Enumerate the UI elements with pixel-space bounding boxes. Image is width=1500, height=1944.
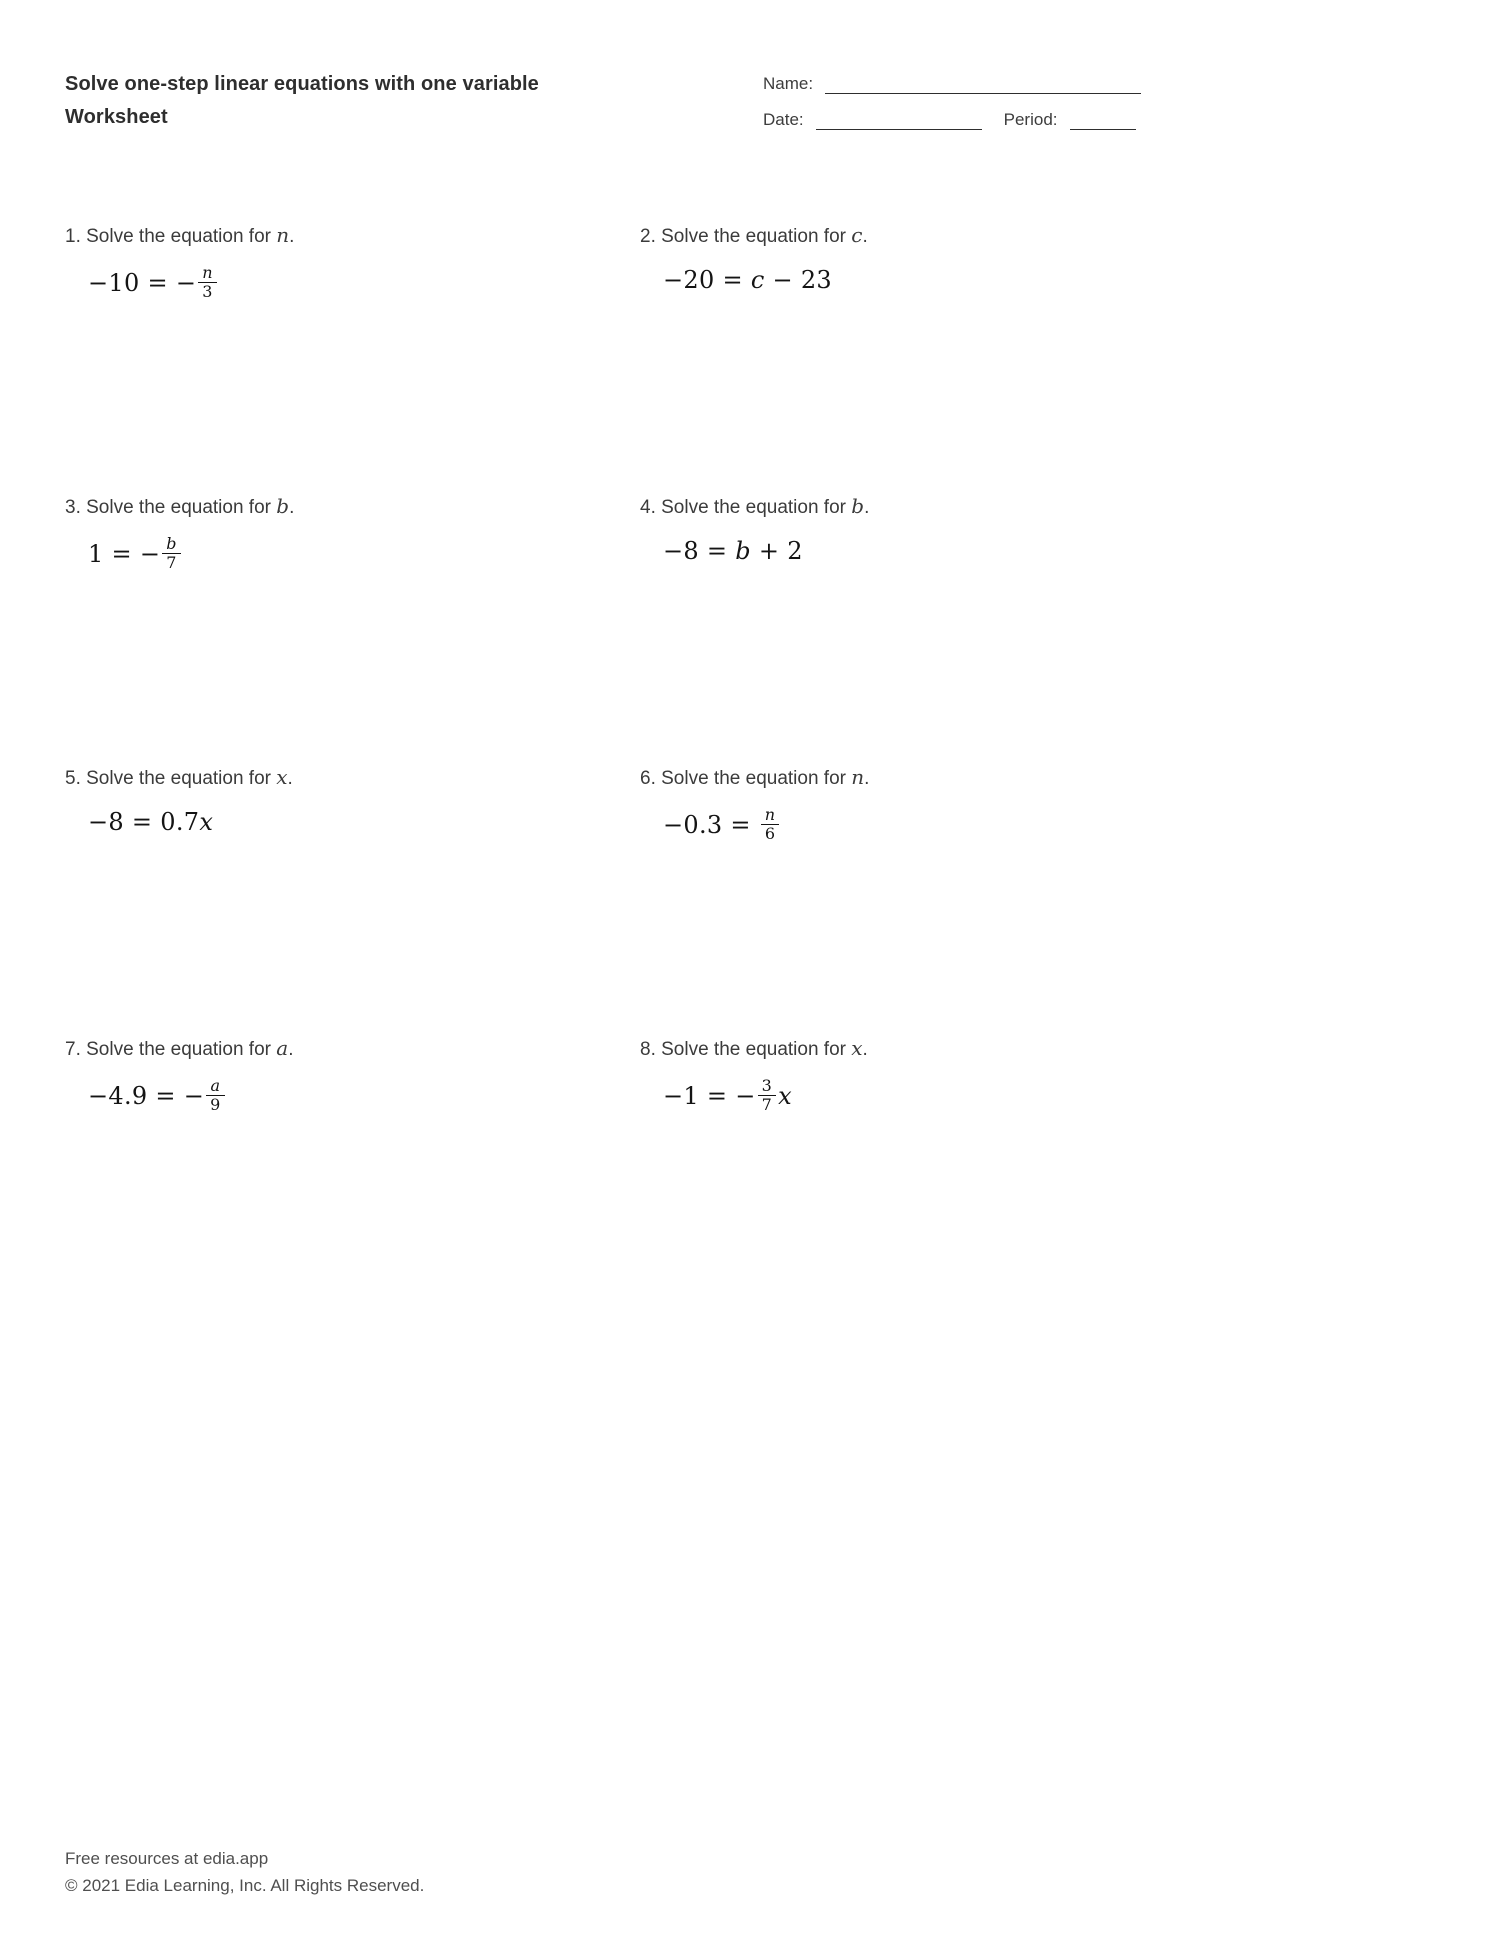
equation-variable: b <box>735 537 751 565</box>
name-blank-line <box>825 74 1141 94</box>
equation-text: + 2 <box>750 537 803 565</box>
prompt-text: Solve the equation for <box>661 497 852 518</box>
equation <box>663 266 1310 294</box>
prompt-period: . <box>288 1039 294 1060</box>
problem-8 <box>640 1035 1310 1306</box>
fraction-numerator: b <box>166 534 177 553</box>
problem-prompt <box>65 222 640 250</box>
fraction-numerator: a <box>210 1076 221 1095</box>
fraction-denominator: 6 <box>761 824 780 843</box>
problem-number: 8. <box>640 1039 662 1060</box>
problem-prompt <box>640 1035 1310 1063</box>
footer <box>65 1845 424 1899</box>
problem-6 <box>640 764 1310 1035</box>
equation <box>88 263 640 303</box>
equation <box>663 537 1310 565</box>
fraction-numerator: n <box>764 805 776 824</box>
prompt-variable: c <box>851 223 863 247</box>
name-row <box>763 74 1141 94</box>
problem-prompt <box>65 1035 640 1063</box>
footer-resources-text: Free resources at edia.app <box>65 1849 269 1868</box>
date-label: Date: <box>763 110 804 129</box>
prompt-period: . <box>862 1039 868 1060</box>
problem-number: 1. <box>65 226 87 247</box>
page-title: Solve one-step linear equations with one variable <box>65 73 539 95</box>
period-blank-line <box>1070 110 1136 130</box>
problem-5 <box>65 764 640 1035</box>
date-blank-line <box>816 110 982 130</box>
problem-3 <box>65 493 640 764</box>
problem-7 <box>65 1035 640 1306</box>
student-info-block <box>763 74 1141 146</box>
date-period-row <box>763 110 1141 130</box>
equation-text: −0.3 = <box>663 811 759 839</box>
equation-variable: c <box>750 266 765 294</box>
problem-prompt <box>640 764 1310 792</box>
prompt-period: . <box>864 768 870 789</box>
fraction <box>162 535 181 572</box>
equation-variable: x <box>199 808 214 836</box>
problem-number: 3. <box>65 497 87 518</box>
problem-number: 5. <box>65 768 87 789</box>
equation-text: −20 = <box>663 266 751 294</box>
equation <box>88 534 640 574</box>
prompt-variable: n <box>276 223 290 247</box>
footer-copyright-text: © 2021 Edia Learning, Inc. All Rights Reserved. <box>65 1876 425 1895</box>
fraction-numerator: n <box>202 263 213 282</box>
equation <box>663 805 1310 845</box>
prompt-variable: n <box>851 765 865 789</box>
prompt-period: . <box>864 497 870 518</box>
problem-number: 6. <box>640 768 662 789</box>
page-subtitle: Worksheet <box>65 106 168 128</box>
prompt-variable: b <box>851 494 865 518</box>
fraction <box>206 1077 224 1114</box>
prompt-period: . <box>289 226 295 247</box>
fraction-denominator: 9 <box>206 1095 224 1114</box>
equation-text: 1 = − <box>88 540 161 568</box>
problem-prompt <box>65 493 640 521</box>
equation-text: − 23 <box>764 266 832 294</box>
fraction-denominator: 3 <box>198 282 217 301</box>
problems-grid <box>65 222 1310 1306</box>
problem-number: 2. <box>640 226 662 247</box>
fraction-denominator: 7 <box>758 1095 776 1114</box>
problem-prompt <box>640 222 1310 250</box>
equation <box>88 1076 640 1116</box>
prompt-text: Solve the equation for <box>86 226 277 247</box>
equation-text: −10 = − <box>88 269 197 297</box>
fraction <box>758 1077 776 1114</box>
prompt-text: Solve the equation for <box>661 1039 852 1060</box>
prompt-period: . <box>862 226 868 247</box>
equation-text: −8 = 0.7 <box>88 808 200 836</box>
fraction-denominator: 7 <box>162 553 181 572</box>
equation <box>88 808 640 836</box>
problem-4 <box>640 493 1310 764</box>
problem-1 <box>65 222 640 493</box>
title-block <box>65 68 539 134</box>
fraction-numerator: 3 <box>761 1076 773 1095</box>
prompt-period: . <box>287 768 293 789</box>
equation-text: −1 = − <box>663 1082 756 1110</box>
period-label: Period: <box>1003 110 1058 129</box>
prompt-variable: x <box>851 1036 863 1060</box>
problem-prompt <box>65 764 640 792</box>
prompt-variable: a <box>276 1036 289 1060</box>
problem-2 <box>640 222 1310 493</box>
prompt-period: . <box>289 497 295 518</box>
prompt-variable: b <box>276 494 290 518</box>
prompt-text: Solve the equation for <box>86 497 277 518</box>
prompt-variable: x <box>276 765 288 789</box>
problem-number: 4. <box>640 497 662 518</box>
equation-variable: x <box>778 1082 792 1110</box>
equation-text: −4.9 = − <box>88 1082 205 1110</box>
equation-text: −8 = <box>663 537 736 565</box>
equation <box>663 1076 1310 1116</box>
problem-prompt <box>640 493 1310 521</box>
fraction <box>761 806 780 843</box>
prompt-text: Solve the equation for <box>86 1039 277 1060</box>
prompt-text: Solve the equation for <box>661 768 852 789</box>
fraction <box>198 264 217 301</box>
prompt-text: Solve the equation for <box>661 226 852 247</box>
name-label: Name: <box>763 74 814 93</box>
problem-number: 7. <box>65 1039 87 1060</box>
prompt-text: Solve the equation for <box>86 768 277 789</box>
